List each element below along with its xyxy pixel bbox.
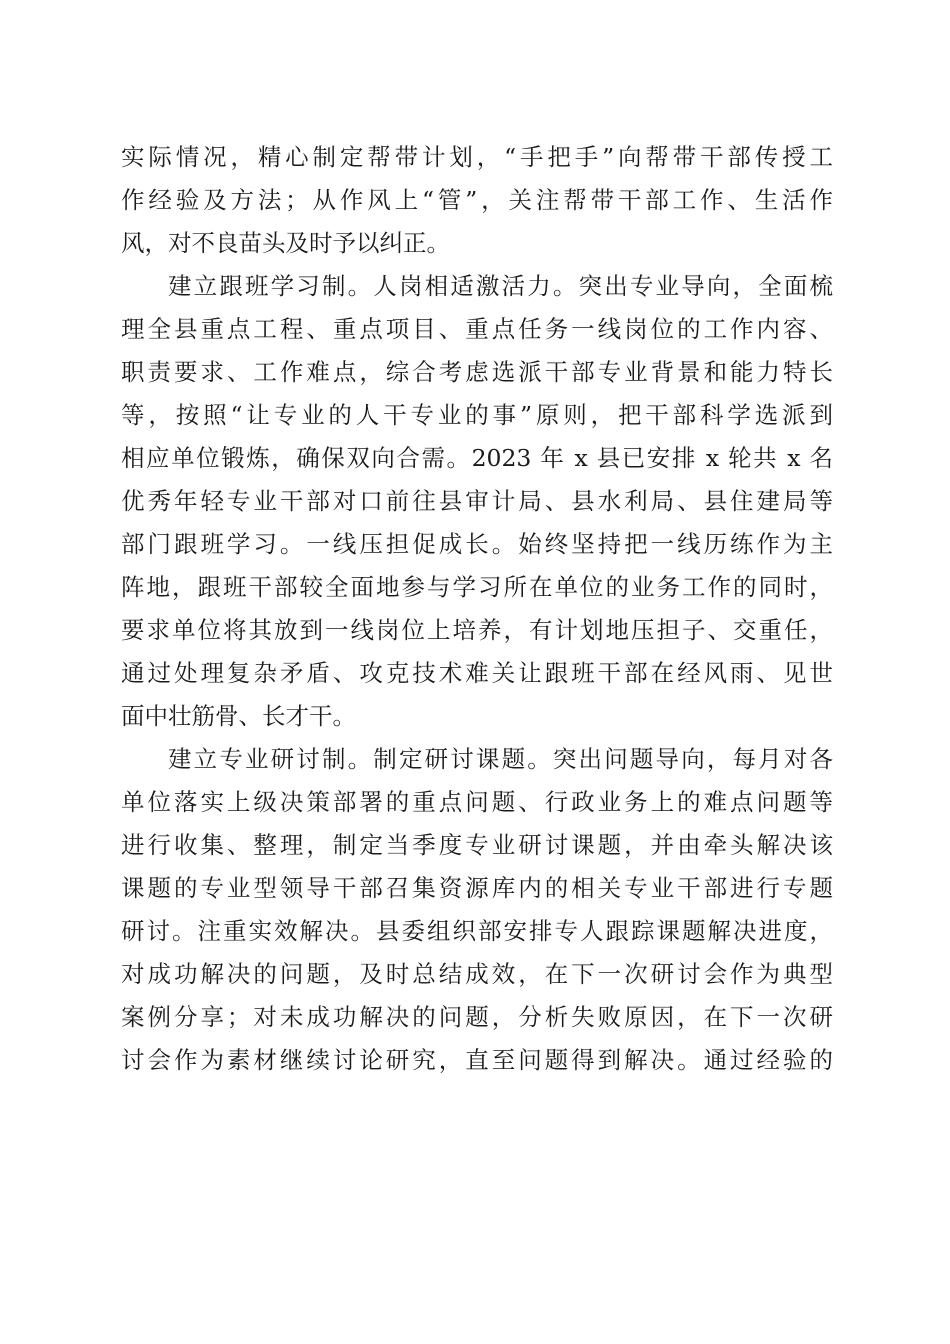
paragraph-first-line: 建立跟班学习制。人岗相适激活力。突出专业导向，全面梳 [168, 272, 833, 300]
text-line: 讨会作为素材继续讨论研究，直至问题得到解决。通过经验的 [121, 1046, 833, 1074]
text-line: 面中壮筋骨、长才干。 [121, 702, 356, 730]
text-line: 作经验及方法；从作风上“管”，关注帮带干部工作、生活作 [121, 186, 833, 214]
text-line: 进行收集、整理，制定当季度专业研讨课题，并由牵头解决该 [121, 831, 833, 859]
text-line: 相应单位锻炼，确保双向合需。2023 年 x 县已安排 x 轮共 x 名 [121, 444, 833, 472]
document-body [121, 136, 833, 1082]
text-line: 通过处理复杂矛盾、攻克技术难关让跟班干部在经风雨、见世 [121, 659, 833, 687]
text-line: 实际情况，精心制定帮带计划，“手把手”向帮带干部传授工 [121, 143, 833, 171]
text-line: 风，对不良苗头及时予以纠正。 [121, 229, 450, 257]
text-line: 部门跟班学习。一线压担促成长。始终坚持把一线历练作为主 [121, 530, 833, 558]
text-line: 优秀年轻专业干部对口前往县审计局、县水利局、县住建局等 [121, 487, 833, 515]
text-line: 理全县重点工程、重点项目、重点任务一线岗位的工作内容、 [121, 315, 833, 343]
text-line: 阵地，跟班干部较全面地参与学习所在单位的业务工作的同时， [121, 573, 833, 601]
text-line: 要求单位将其放到一线岗位上培养，有计划地压担子、交重任， [121, 616, 833, 644]
text-line: 对成功解决的问题，及时总结成效，在下一次研讨会作为典型 [121, 960, 833, 988]
text-line: 等，按照“让专业的人干专业的事”原则，把干部科学选派到 [121, 401, 833, 429]
text-line: 单位落实上级决策部署的重点问题、行政业务上的难点问题等 [121, 788, 833, 816]
text-line: 研讨。注重实效解决。县委组织部安排专人跟踪课题解决进度， [121, 917, 833, 945]
paragraph-first-line: 建立专业研讨制。制定研讨课题。突出问题导向，每月对各 [168, 745, 833, 773]
text-line: 职责要求、工作难点，综合考虑选派干部专业背景和能力特长 [121, 358, 833, 386]
text-line: 课题的专业型领导干部召集资源库内的相关专业干部进行专题 [121, 874, 833, 902]
text-line: 案例分享；对未成功解决的问题，分析失败原因，在下一次研 [121, 1003, 833, 1031]
